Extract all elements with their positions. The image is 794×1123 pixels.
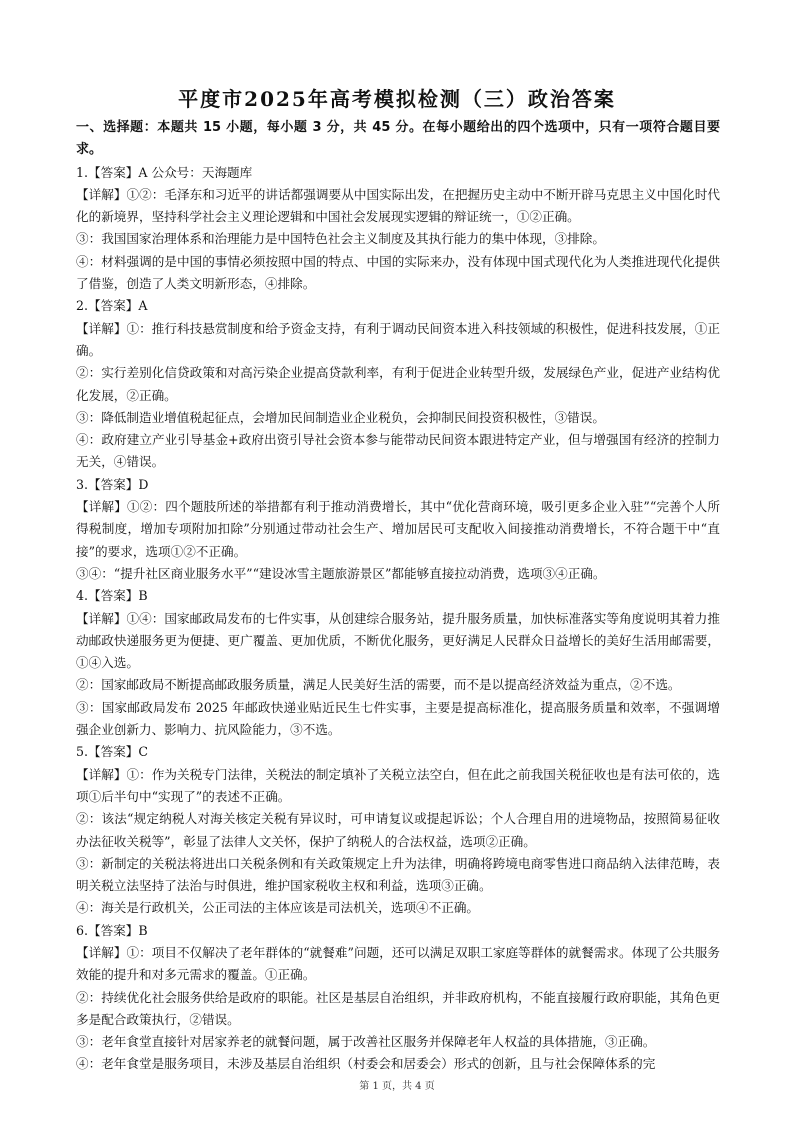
explanation-paragraph: ③：新制定的关税法将进出口关税条例和有关政策规定上升为法律，明确将跨境电商零售进口商品纳入法律范畴，表明关税立法坚持了法治与时俱进，维护国家税收主权和利益，选项③正确。 xyxy=(76,855,720,894)
answer-line: 3.【答案】D xyxy=(76,476,149,492)
question-item xyxy=(76,585,720,741)
question-item xyxy=(76,474,720,585)
explanation-paragraph: 【详解】①②：四个题肢所述的举措都有利于推动消费增长，其中“优化营商环境，吸引更多企业入驻”“完善个人所得税制度，增加专项附加扣除”分别通过带动社会生产、增加居民可支配收入间接推动消费增长，不符合题干中“直接”的要求，选项①②不正确。 xyxy=(76,499,720,559)
page-footer: 第 1 页，共 4 页 xyxy=(359,1081,435,1092)
explanation-paragraph: ③④：“提升社区商业服务水平”“建设冰雪主题旅游景区”都能够直接拉动消费，选项③④正确。 xyxy=(76,565,606,581)
explanation-paragraph: 【详解】①：作为关税专门法律，关税法的制定填补了关税立法空白，但在此之前我国关税征收也是有法可依的，选项①后半句中“实现了”的表述不正确。 xyxy=(76,766,720,804)
answer-line: 4.【答案】B xyxy=(76,588,148,604)
answer-line: 1.【答案】A 公众号：天海题库 xyxy=(76,164,253,180)
explanation-paragraph: 【详解】①：推行科技悬赏制度和给予资金支持，有利于调动民间资本进入科技领域的积极性，促进科技发展，①正确。 xyxy=(76,320,720,358)
explanation-paragraph: ②：持续优化社会服务供给是政府的职能。社区是基层自治组织，并非政府机构，不能直接履行政府职能，其角色更多是配合政策执行，②错误。 xyxy=(76,989,720,1027)
explanation-paragraph: ②：该法“规定纳税人对海关核定关税有异议时，可申请复议或提起诉讼；个人合理自用的进境物品，按照简易征收办法征收关税等”，彰显了法律人文关怀，保护了纳税人的合法权益，选项②正确。 xyxy=(76,811,720,849)
explanation-paragraph: 【详解】①④：国家邮政局发布的七件实事，从创建综合服务站，提升服务质量，加快标准落实等角度说明其着力推动邮政快递服务更为便捷、更广覆盖、更加优质，不断优化服务，更好满足人民群众日益增长的美好生活用邮需要，①④入选。 xyxy=(76,610,720,671)
question-item xyxy=(76,741,720,919)
explanation-paragraph: ②：实行差别化信贷政策和对高污染企业提高贷款利率，有利于促进企业转型升级，发展绿色产业，促进产业结构优化发展，②正确。 xyxy=(76,365,720,403)
answer-line: 6.【答案】B xyxy=(76,922,148,938)
explanation-paragraph: ④：材料强调的是中国的事情必须按照中国的特点、中国的实际来办，没有体现中国式现代化为人类推进现代化提供了借鉴，创造了人类文明新形态，④排除。 xyxy=(76,253,720,292)
question-item xyxy=(76,162,720,296)
explanation-paragraph: 【详解】①②：毛泽东和习近平的讲话都强调要从中国实际出发，在把握历史主动中不断开辟马克思主义中国化时代化的新境界，坚持科学社会主义理论逻辑和中国社会发展现实逻辑的辩证统一，①②正确。 xyxy=(76,186,720,225)
section-heading: 一、选择题：本题共 15 小题，每小题 3 分，共 45 分。在每小题给出的四个选项中，只有一项符合题目要求。 xyxy=(76,120,720,158)
question-item xyxy=(76,920,720,1076)
answer-line: 5.【答案】C xyxy=(76,744,149,760)
explanation-paragraph: ②：国家邮政局不断提高邮政服务质量，满足人民美好生活的需要，而不是以提高经济效益为重点，②不选。 xyxy=(76,677,681,693)
explanation-paragraph: ③：我国国家治理体系和治理能力是中国特色社会主义制度及其执行能力的集中体现，③排除。 xyxy=(76,231,605,247)
explanation-paragraph: 【详解】①：项目不仅解决了老年群体的“就餐难”问题，还可以满足双职工家庭等群体的就餐需求。体现了公共服务效能的提升和对多元需求的覆盖。①正确。 xyxy=(76,944,720,983)
document-content xyxy=(76,117,720,1076)
explanation-paragraph: ④：老年食堂是服务项目，未涉及基层自治组织（村委会和居委会）形式的创新，且与社会保障体系的完 xyxy=(76,1056,656,1072)
question-item xyxy=(76,295,720,473)
explanation-paragraph: ③：国家邮政局发布 2025 年邮政快递业贴近民生七件实事，主要是提高标准化，提高服务质量和效率，不强调增强企业创新力、影响力、抗风险能力，③不选。 xyxy=(76,699,720,738)
explanation-paragraph: ④：政府建立产业引导基金+政府出资引导社会资本参与能带动民间资本跟进特定产业，但与增强国有经济的控制力无关，④错误。 xyxy=(76,432,720,470)
answer-line: 2.【答案】A xyxy=(76,298,148,314)
explanation-paragraph: ④：海关是行政机关，公正司法的主体应该是司法机关，选项④不正确。 xyxy=(76,900,479,916)
explanation-paragraph: ③：降低制造业增值税起征点，会增加民间制造业企业税负，会抑制民间投资积极性，③错误。 xyxy=(76,409,605,425)
explanation-paragraph: ③：老年食堂直接针对居家养老的就餐问题，属于改善社区服务并保障老年人权益的具体措施，③正确。 xyxy=(76,1034,656,1050)
document-title: 平度市2025年高考模拟检测（三）政治答案 xyxy=(178,87,616,111)
